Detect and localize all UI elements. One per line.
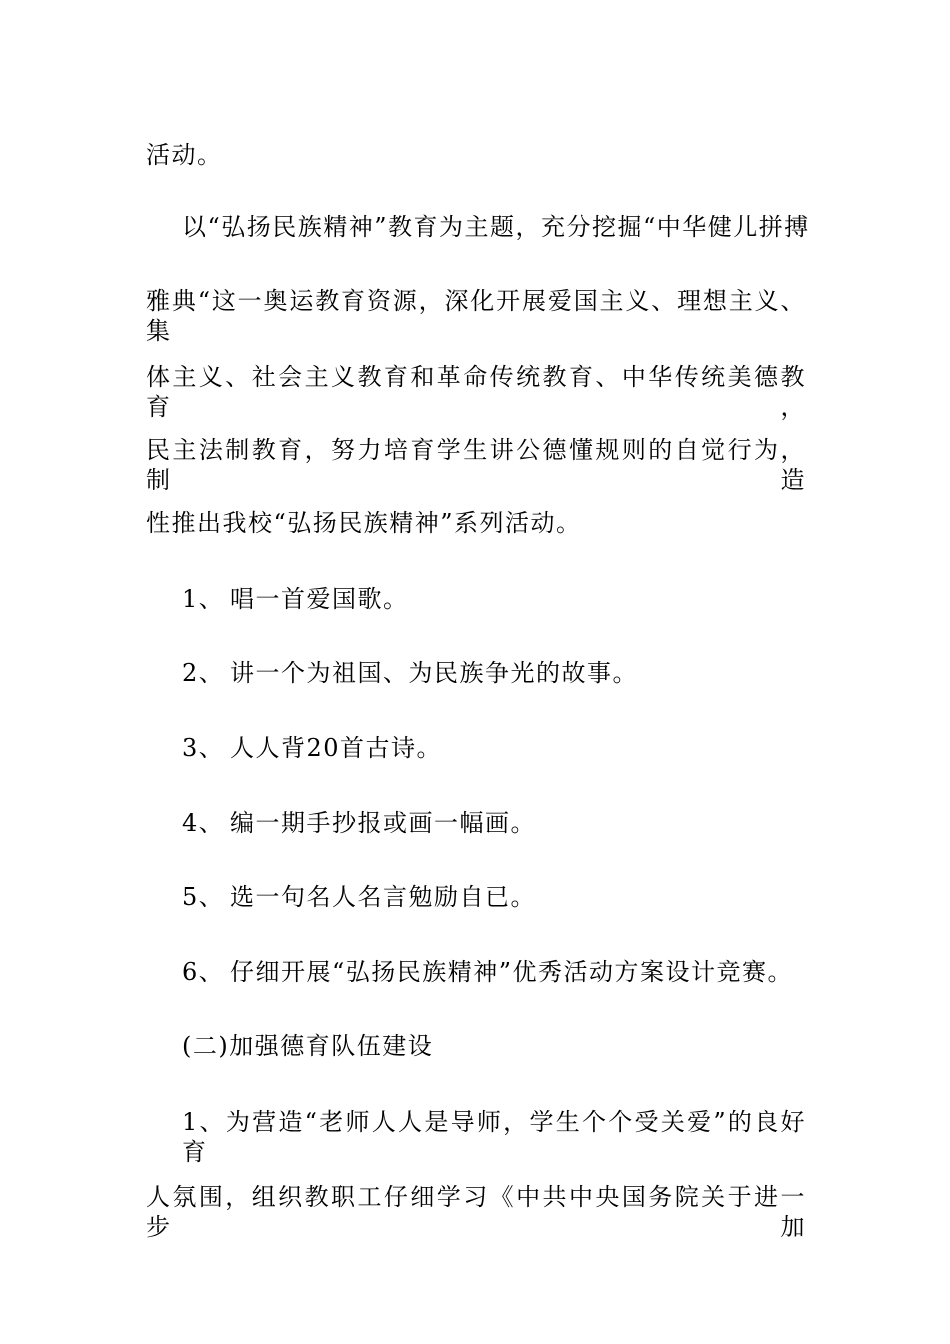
list-item <box>182 733 842 763</box>
list-item <box>182 957 842 987</box>
list-item-number: 5、 <box>182 883 225 911</box>
paragraph-line: 民主法制教育，努力培育学生讲公德懂规则的自觉行为，制造 <box>146 436 806 494</box>
list-item-number: 2、 <box>182 659 225 687</box>
list-item-text: 编一期手抄报或画一幅画。 <box>230 809 536 837</box>
list-item <box>182 808 842 838</box>
list-item <box>182 584 842 614</box>
paragraph-line: 性推出我校“弘扬民族精神”系列活动。 <box>146 509 582 537</box>
paragraph-line: 活动。 <box>146 141 223 169</box>
list-item-text: 选一句名人名言勉励自已。 <box>230 883 536 911</box>
list-item-text: 仔细开展“弘扬民族精神”优秀活动方案设计竞赛。 <box>230 958 794 986</box>
list-item <box>182 882 842 912</box>
paragraph-line: 人氛围，组织教职工仔细学习《中共中央国务院关于进一步加 <box>146 1183 806 1241</box>
paragraph-line: 以“弘扬民族精神”教育为主题，充分挖掘“中华健儿拼搏 <box>182 213 810 241</box>
list-item-number: 6、 <box>182 958 225 986</box>
section-heading: (二)加强德育队伍建设 <box>182 1032 434 1060</box>
list-item-text: 人人背20首古诗。 <box>230 734 443 762</box>
paragraph-line: 1、为营造“老师人人是导师，学生个个受关爱”的良好育 <box>182 1108 806 1166</box>
list-item <box>182 658 842 688</box>
list-item-number: 3、 <box>182 734 225 762</box>
list-item-text: 唱一首爱国歌。 <box>230 585 409 613</box>
paragraph-line: 雅典“这一奥运教育资源，深化开展爱国主义、理想主义、集 <box>146 287 806 345</box>
list-item-number: 4、 <box>182 809 225 837</box>
list-item-number: 1、 <box>182 585 225 613</box>
paragraph-line: 体主义、社会主义教育和革命传统教育、中华传统美德教育， <box>146 363 806 421</box>
list-item-text: 讲一个为祖国、为民族争光的故事。 <box>230 659 638 687</box>
